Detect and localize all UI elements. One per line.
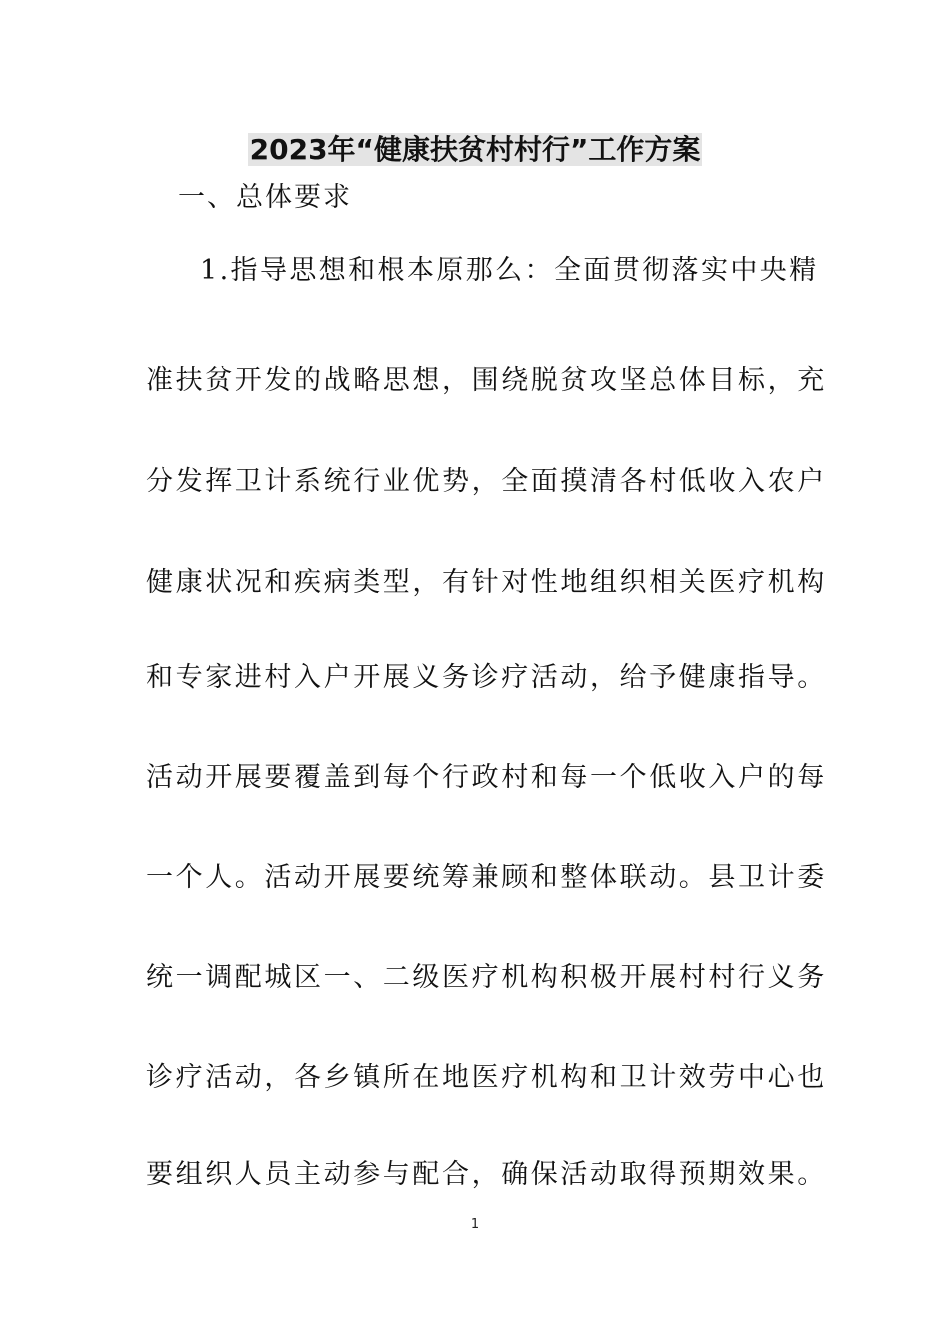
paragraph-line: 健康状况和疾病类型，有针对性地组织相关医疗机构	[146, 567, 827, 598]
paragraph-line: 分发挥卫计系统行业优势，全面摸清各村低收入农户	[146, 466, 827, 497]
paragraph-line: 统一调配城区一、二级医疗机构积极开展村村行义务	[146, 962, 827, 993]
paragraph-line: 和专家进村入户开展义务诊疗活动，给予健康指导。	[146, 662, 827, 693]
section-heading: 一、总体要求	[178, 182, 352, 213]
page-number: 1	[470, 1217, 480, 1232]
document-title	[0, 128, 950, 172]
document-title-text: 2023年“健康扶贫村村行”工作方案	[249, 133, 701, 166]
paragraph-line: 准扶贫开发的战略思想，围绕脱贫攻坚总体目标，充	[146, 365, 827, 396]
paragraph-line: 1.指导思想和根本原那么：全面贯彻落实中央精	[200, 255, 819, 286]
paragraph-line: 要组织人员主动参与配合，确保活动取得预期效果。	[146, 1159, 827, 1190]
paragraph-line: 诊疗活动，各乡镇所在地医疗机构和卫计效劳中心也	[146, 1062, 827, 1093]
paragraph-line: 活动开展要覆盖到每个行政村和每一个低收入户的每	[146, 762, 827, 793]
paragraph-line: 一个人。活动开展要统筹兼顾和整体联动。县卫计委	[146, 862, 827, 893]
